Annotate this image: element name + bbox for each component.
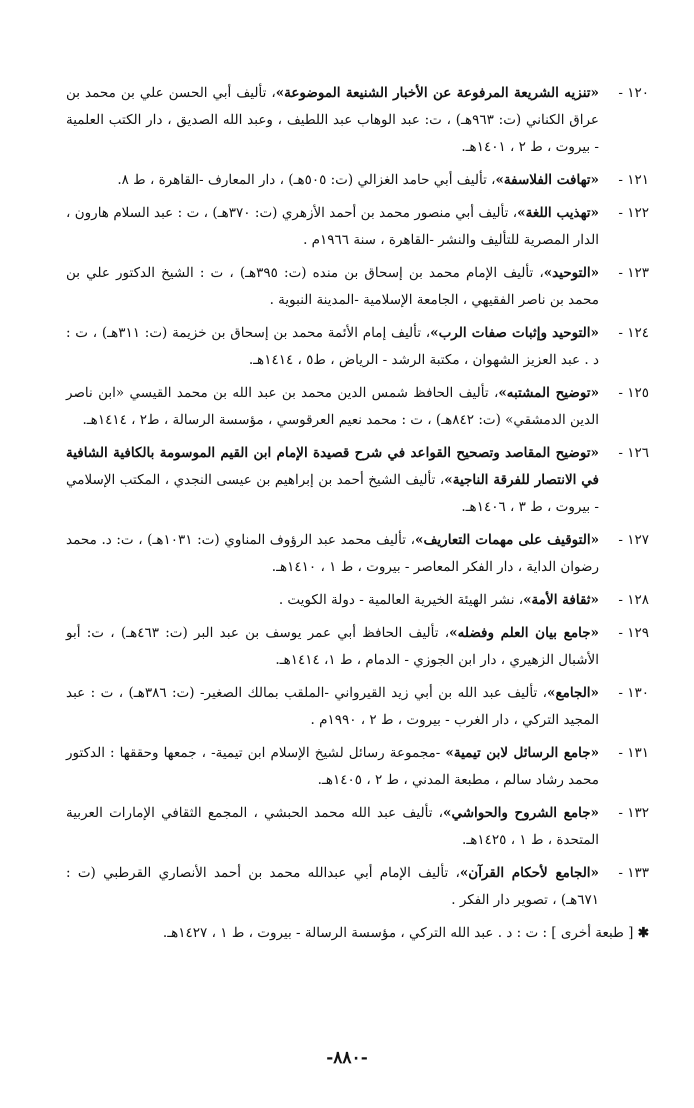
entry-number: ١٢٢ - xyxy=(618,205,649,221)
bibliography-page xyxy=(66,80,649,947)
bibliography-entry xyxy=(66,800,649,854)
entry-title: «توضيح المشتبه» xyxy=(498,385,600,401)
entry-number: ١٢٧ - xyxy=(618,532,649,548)
entry-details: ، نشر الهيئة الخيرية العالمية - دولة الكويت . xyxy=(278,592,524,608)
entry-details: ، تأليف الحافظ أبي عمر يوسف بن عبد البر (ت: ٤٦٣هـ) ، ت: أبو الأشبال الزهيري ، دار ابن الجوزي - الدمام ، ط ١، ١٤١٤هـ. xyxy=(66,625,599,668)
entry-title: «التوحيد» xyxy=(543,265,600,281)
entry-title: «الجامع لأحكام القرآن» xyxy=(459,865,599,881)
bibliography-entry xyxy=(66,740,649,794)
entry-title: «تهافت الفلاسفة» xyxy=(495,172,599,188)
entry-number: ١٢٣ - xyxy=(618,265,649,281)
entry-title: «جامع الشروح والحواشي» xyxy=(443,805,599,821)
edition-note-text: [ طبعة أخرى ] : ت : د . عبد الله التركي ، مؤسسة الرسالة - بيروت ، ط ١ ، ١٤٢٧هـ. xyxy=(162,925,638,941)
entry-details: ، تأليف الشيخ أحمد بن إبراهيم بن عيسى النجدي ، المكتب الإسلامي - بيروت ، ط ٣ ، ١٤٠٦هـ. xyxy=(66,472,599,515)
entry-number: ١٢١ - xyxy=(618,172,649,188)
bibliography-entry xyxy=(66,587,649,614)
entry-title: «جامع بيان العلم وفضله» xyxy=(449,625,599,641)
entry-details: ، تأليف أبي حامد الغزالي (ت: ٥٠٥هـ) ، دار المعارف -القاهرة ، ط ٨. xyxy=(117,172,496,188)
entry-details: ، تأليف الحافظ شمس الدين محمد بن عبد الله بن محمد القيسي «ابن ناصر الدين الدمشقي» (ت: ٨٤٢هـ) ، ت : محمد نعيم العرقوسي ، مؤسسة الرسالة ، ط٢ ، ١٤١٤هـ. xyxy=(66,385,599,428)
entry-title: «التوقيف على مهمات التعاريف» xyxy=(415,532,600,548)
entry-number: ١٢٠ - xyxy=(618,85,649,101)
bibliography-entry xyxy=(66,680,649,734)
entry-number: ١٢٩ - xyxy=(618,625,649,641)
bibliography-entry xyxy=(66,260,649,314)
entry-details: -مجموعة رسائل لشيخ الإسلام ابن تيمية- ، جمعها وحققها : الدكتور محمد رشاد سالم ، مطبعة المدني ، ط ٢ ، ١٤٠٥هـ. xyxy=(66,745,599,788)
bibliography-entry xyxy=(66,440,649,521)
entry-number: ١٢٥ - xyxy=(618,385,649,401)
entry-title: «ثقافة الأمة» xyxy=(523,592,599,608)
bibliography-entry xyxy=(66,200,649,254)
bibliography-entry xyxy=(66,167,649,194)
bibliography-entry xyxy=(66,620,649,674)
entry-details: ، تأليف عبد الله بن أبي زيد القيرواني -الملقب بمالك الصغير- (ت: ٣٨٦هـ) ، ت : عبد المجيد التركي ، دار الغرب - بيروت ، ط ٢ ، ١٩٩٠م . xyxy=(66,685,599,728)
entry-details: ، تأليف أبي منصور محمد بن أحمد الأزهري (ت: ٣٧٠هـ) ، ت : عبد السلام هارون ، الدار المصرية للتأليف والنشر -القاهرة ، سنة ١٩٦٦م . xyxy=(66,205,599,248)
entry-number: ١٣٠ - xyxy=(618,685,649,701)
entry-title: «تهذيب اللغة» xyxy=(517,205,599,221)
entry-number: ١٣٢ - xyxy=(618,805,649,821)
entry-number: ١٣١ - xyxy=(618,745,649,761)
entry-details: ، تأليف أبي الحسن علي بن محمد بن عراق الكناني (ت: ٩٦٣هـ) ، ت: عبد الوهاب عبد اللطيف ، وعبد الله الصديق ، دار الكتب العلمية - بيروت ، ط ٢ ، ١٤٠١هـ. xyxy=(66,85,599,155)
entry-title: «التوحيد وإثبات صفات الرب» xyxy=(430,325,599,341)
entry-number: ١٢٤ - xyxy=(618,325,649,341)
entry-number: ١٣٣ - xyxy=(618,865,649,881)
bibliography-entry xyxy=(66,320,649,374)
edition-note xyxy=(66,920,649,947)
asterisk-icon: ✱ xyxy=(637,925,649,941)
entry-details: ، تأليف إمام الأئمة محمد بن إسحاق بن خزيمة (ت: ٣١١هـ) ، ت : د . عبد العزيز الشهوان ، مكتبة الرشد - الرياض ، ط٥ ، ١٤١٤هـ. xyxy=(66,325,599,368)
entry-details: ، تأليف الإمام أبي عبدالله محمد بن أحمد الأنصاري القرطبي (ت : ٦٧١هـ) ، تصوير دار الفكر . xyxy=(66,865,599,908)
entry-title: «الجامع» xyxy=(547,685,599,701)
entry-number: ١٢٦ - xyxy=(618,445,649,461)
bibliography-list xyxy=(66,80,649,914)
bibliography-entry xyxy=(66,380,649,434)
bibliography-entry xyxy=(66,860,649,914)
entry-number: ١٢٨ - xyxy=(618,592,649,608)
entry-title: «توضيح المقاصد وتصحيح القواعد في شرح قصيدة الإمام ابن القيم الموسومة بالكافية الشافية في الانتصار للفرقة الناجية» xyxy=(66,445,600,488)
entry-title: «تنزيه الشريعة المرفوعة عن الأخبار الشنيعة الموضوعة» xyxy=(275,85,599,101)
page-number: -٨٨٠- xyxy=(326,1048,368,1068)
bibliography-entry xyxy=(66,527,649,581)
entry-details: ، تأليف محمد عبد الرؤوف المناوي (ت: ١٠٣١هـ) ، ت: د. محمد رضوان الداية ، دار الفكر المعاصر - بيروت ، ط ١ ، ١٤١٠هـ. xyxy=(66,532,599,575)
entry-details: ، تأليف عبد الله محمد الحبشي ، المجمع الثقافي الإمارات العربية المتحدة ، ط ١ ، ١٤٢٥هـ. xyxy=(66,805,599,848)
bibliography-entry xyxy=(66,80,649,161)
entry-details: ، تأليف الإمام محمد بن إسحاق بن منده (ت: ٣٩٥هـ) ، ت : الشيخ الدكتور علي بن محمد بن ناصر الفقيهي ، الجامعة الإسلامية -المدينة النبوية . xyxy=(66,265,599,308)
entry-title: «جامع الرسائل لابن تيمية» xyxy=(445,745,600,761)
